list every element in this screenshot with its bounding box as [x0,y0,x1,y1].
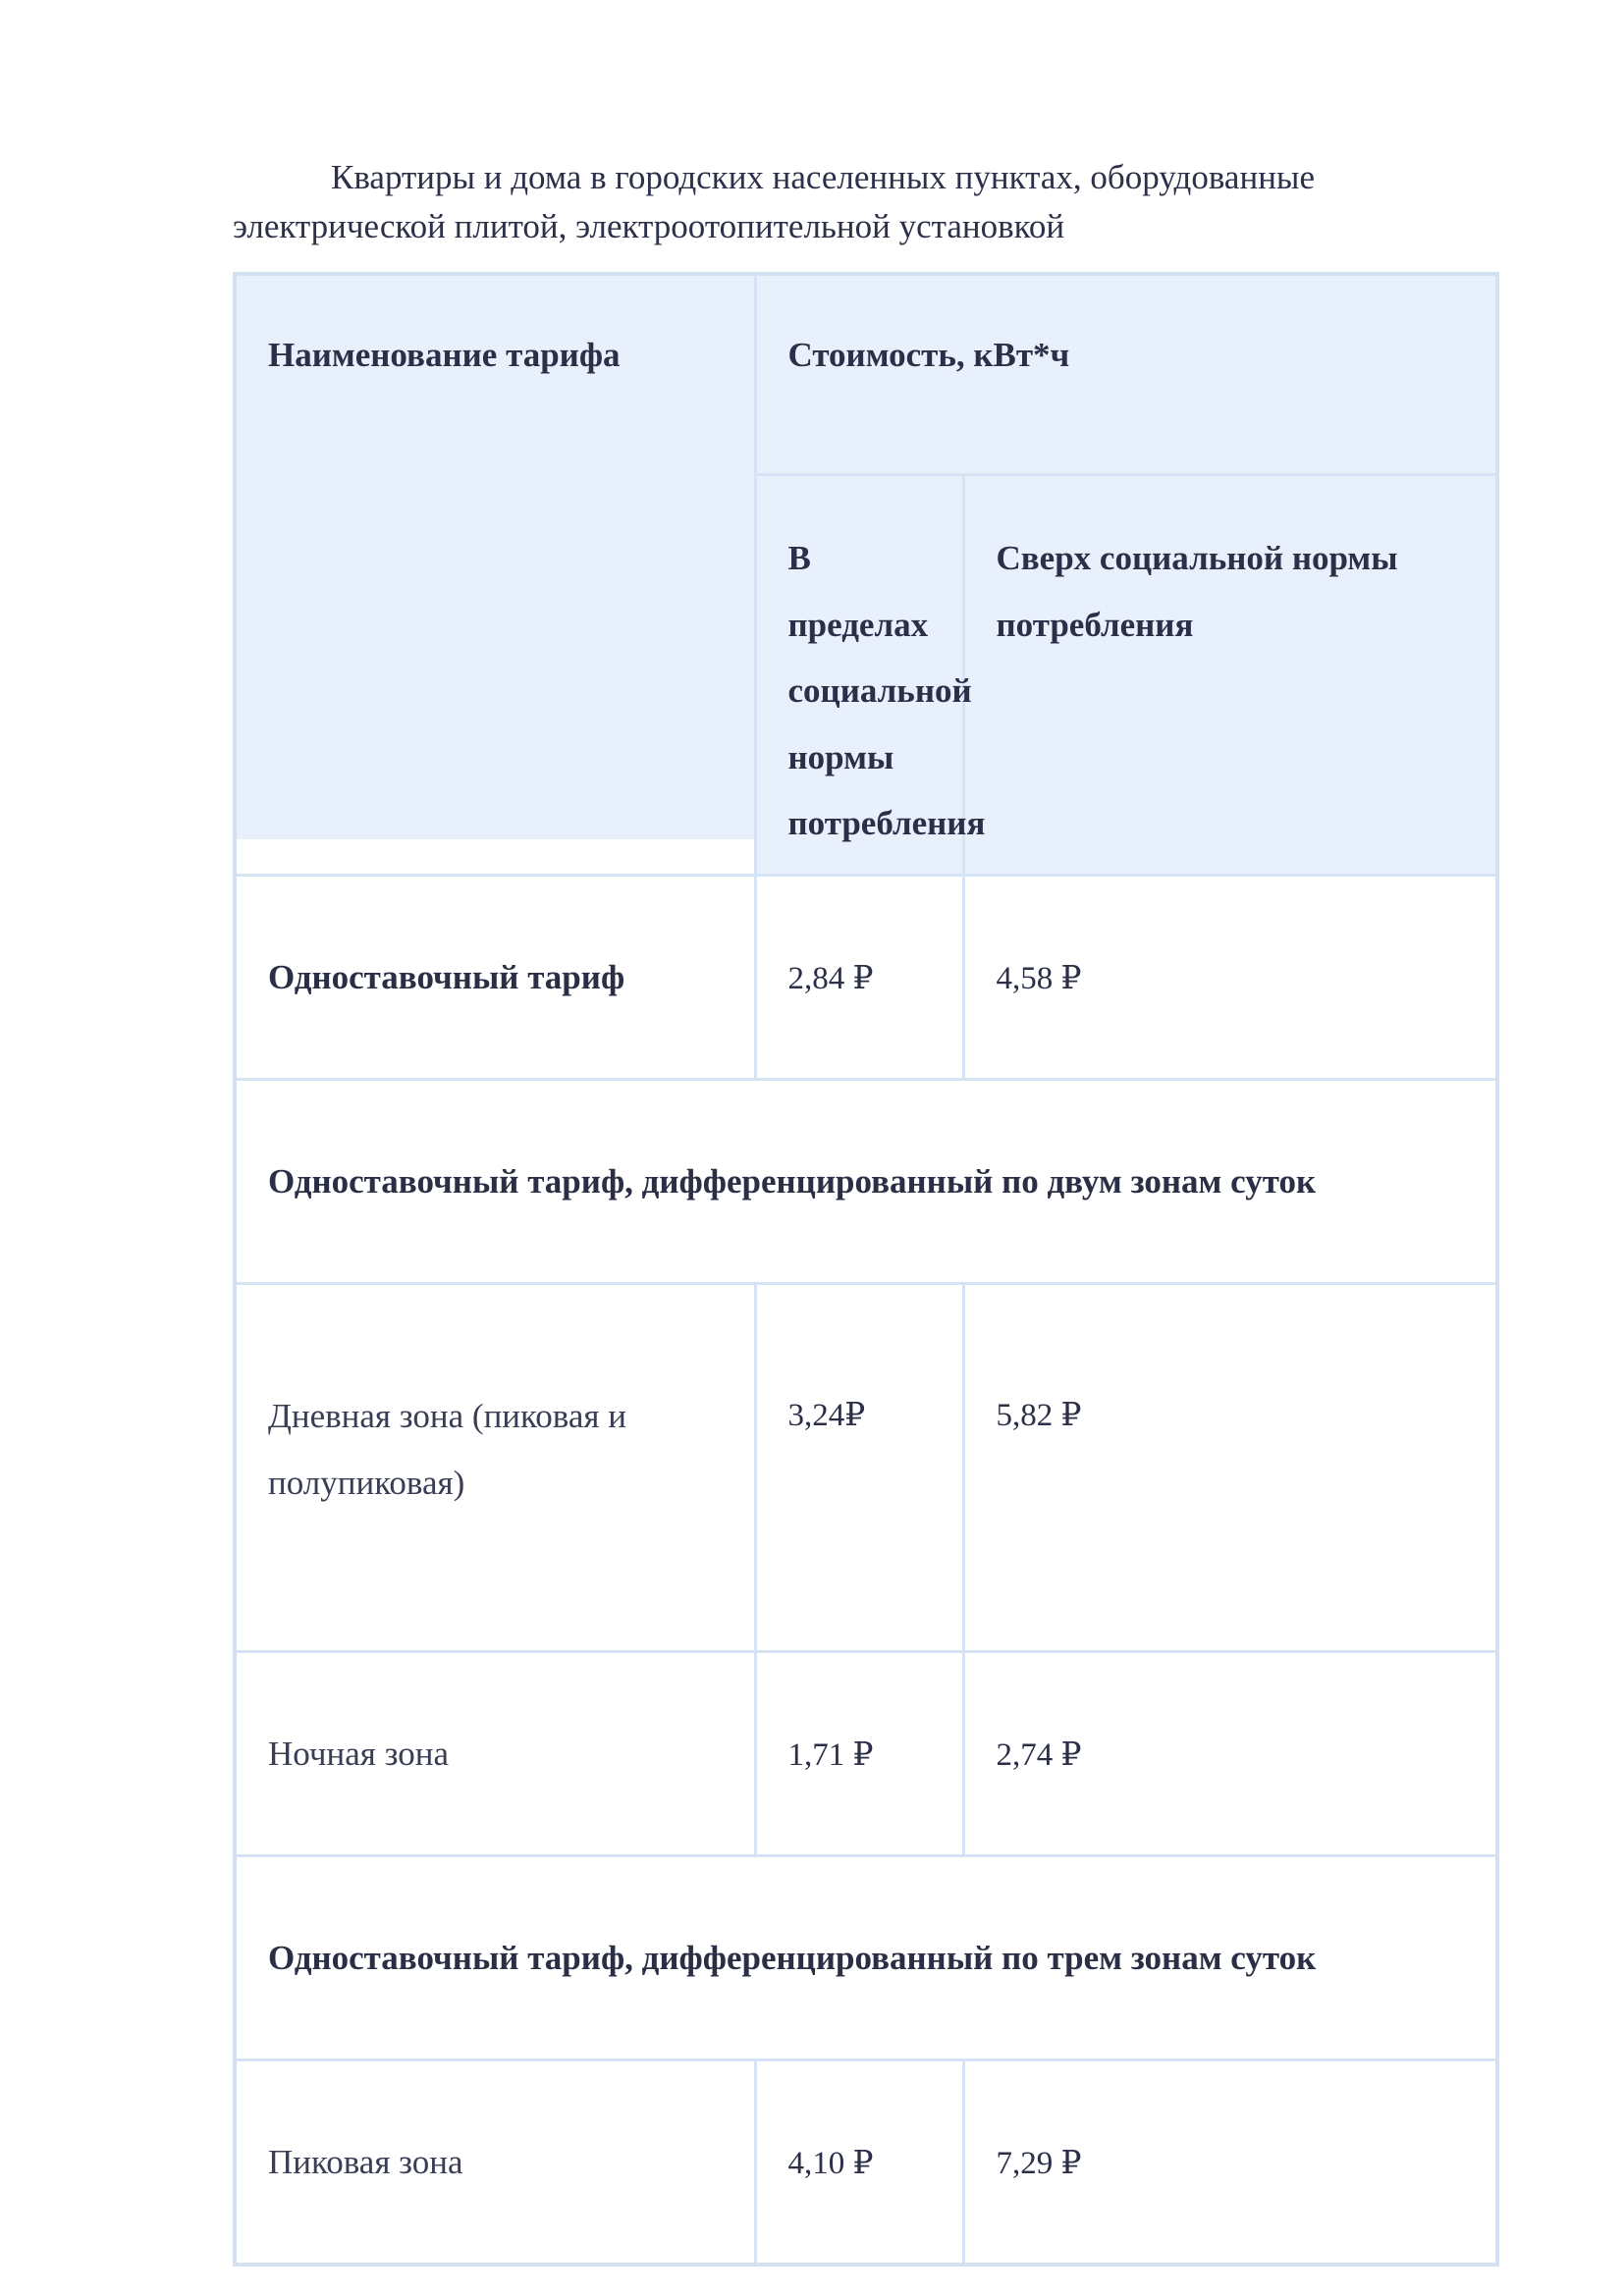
table-row [235,1652,1497,1856]
table-row [235,876,1497,1080]
tariff-table [233,272,1499,2267]
price-above-norm: 7,29 ₽ [963,2060,1497,2266]
price-above-norm: 4,58 ₽ [963,876,1497,1080]
tariff-table-body [235,876,1497,2266]
header-cost: Стоимость, кВт*ч [755,274,1497,475]
header-tariff-name-text: Наименование тарифа [268,336,621,374]
tariff-name-cell: Дневная зона (пиковая и полупиковая) [235,1284,755,1652]
price-within-norm: 3,24₽ [755,1284,963,1652]
price-within-norm: 2,84 ₽ [755,876,963,1080]
price-within-norm: 4,10 ₽ [755,2060,963,2266]
intro-paragraph [233,153,1509,251]
price-above-norm: 5,82 ₽ [963,1284,1497,1652]
header-within-norm: В пределах социальной нормы потребления [755,475,963,876]
section-title: Одноставочный тариф, дифференцированный по двум зонам суток [235,1080,1497,1284]
price-above-norm: 2,74 ₽ [963,1652,1497,1856]
tariff-name-cell: Пиковая зона [235,2060,755,2266]
header-divider-strip [237,839,754,874]
section-title: Одноставочный тариф, дифференцированный по трем зонам суток [235,1856,1497,2060]
intro-text: Квартиры и дома в городских населенных пунктах, оборудованные электрической плитой, электроотопительной установкой [233,158,1315,245]
header-above-norm: Сверх социальной нормы потребления [963,475,1497,876]
section-row [235,1856,1497,2060]
table-row [235,1284,1497,1652]
tariff-name-cell: Одноставочный тариф [235,876,755,1080]
tariff-name-cell: Ночная зона [235,1652,755,1856]
header-tariff-name [235,274,755,876]
section-row [235,1080,1497,1284]
table-row [235,2060,1497,2266]
price-within-norm: 1,71 ₽ [755,1652,963,1856]
